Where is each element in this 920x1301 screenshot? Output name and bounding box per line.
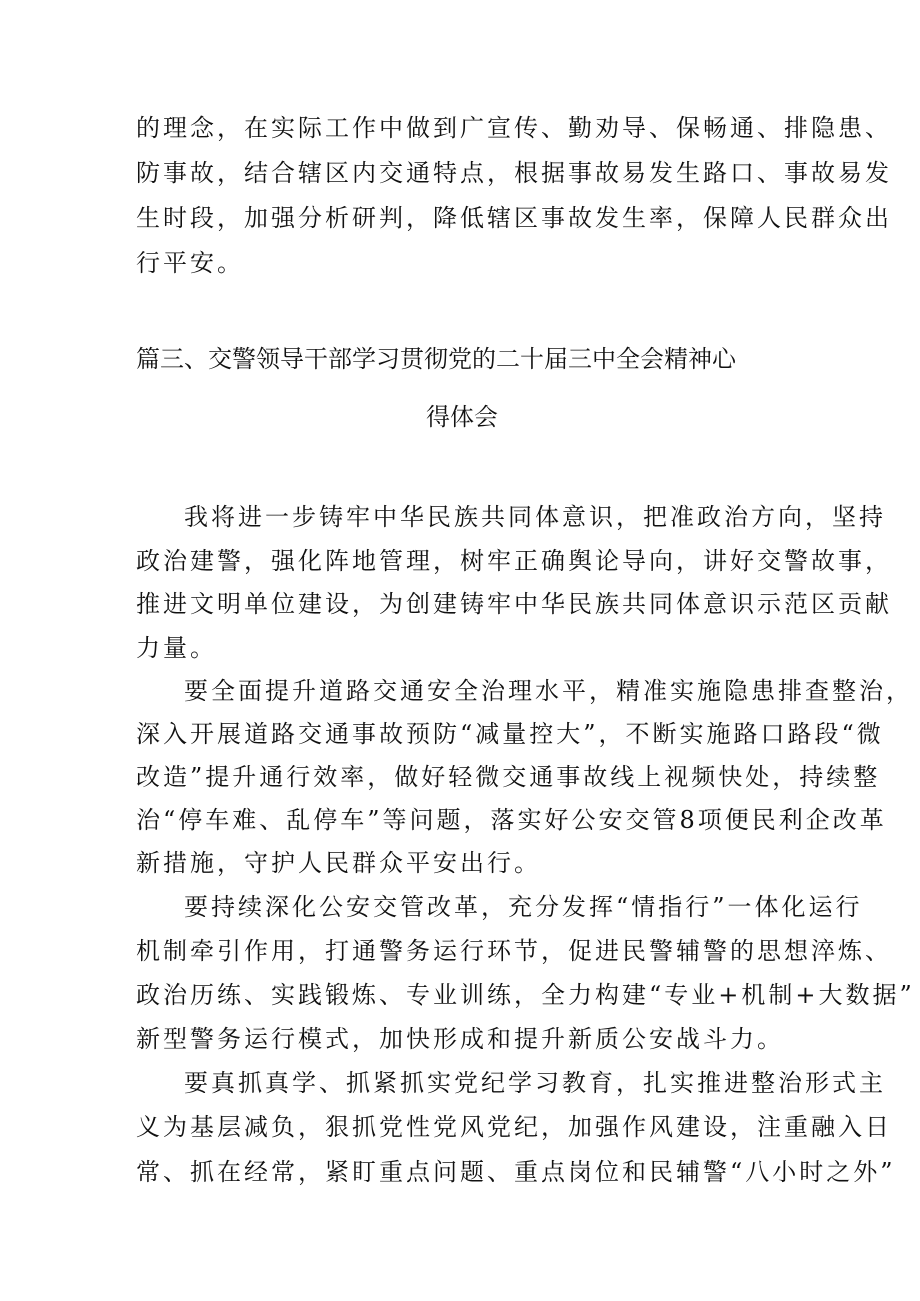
paragraph-1-line-2: 政治建警，强化阵地管理，树牢正确舆论导向，讲好交警故事， — [136, 547, 892, 575]
paragraph-4-line-3: 常、抓在经常，紧盯重点问题、重点岗位和民辅警“八小时之外” — [136, 1158, 896, 1186]
paragraph-2-line-1: 要全面提升道路交通安全治理水平，精准实施隐患排查整治， — [184, 677, 913, 705]
paragraph-4-line-1: 要真抓真学、抓紧抓实党纪学习教育，扎实推进整治形式主 — [184, 1069, 886, 1097]
paragraph-1-line-3: 推进文明单位建设，为创建铸牢中华民族共同体意识示范区贡献 — [136, 590, 892, 618]
paragraph-1-line-1: 我将进一步铸牢中华民族共同体意识，把准政治方向，坚持 — [184, 503, 886, 531]
intro-line-4: 行平安。 — [136, 249, 244, 277]
paragraph-2-line-4: 治“停车难、乱停车”等问题，落实好公安交管8项便民利企改革 — [136, 806, 887, 834]
paragraph-2-line-2: 深入开展道路交通事故预防“减量控大”，不断实施路口路段“微 — [136, 720, 884, 748]
section-title-line-2: 得体会 — [426, 403, 498, 431]
paragraph-1-line-4: 力量。 — [136, 634, 217, 662]
paragraph-2-line-3: 改造”提升通行效率，做好轻微交通事故线上视频快处，持续整 — [136, 763, 881, 791]
paragraph-3-line-2: 机制牵引作用，打通警务运行环节，促进民警辅警的思想淬炼、 — [136, 937, 892, 965]
paragraph-2-line-5: 新措施，守护人民群众平安出行。 — [136, 849, 541, 877]
section-title-line-1: 篇三、交警领导干部学习贯彻党的二十届三中全会精神心 — [136, 345, 736, 373]
intro-line-3: 生时段，加强分析研判，降低辖区事故发生率，保障人民群众出 — [136, 204, 892, 232]
paragraph-3-line-3: 政治历练、实践锻炼、专业训练，全力构建“专业+机制+大数据” — [136, 981, 915, 1009]
paragraph-4-line-2: 义为基层减负，狠抓党性党风党纪，加强作风建设，注重融入日 — [136, 1113, 892, 1141]
paragraph-3-line-4: 新型警务运行模式，加快形成和提升新质公安战斗力。 — [136, 1025, 784, 1053]
intro-line-1: 的理念，在实际工作中做到广宣传、勤劝导、保畅通、排隐患、 — [136, 114, 892, 142]
intro-line-2: 防事故，结合辖区内交通特点，根据事故易发生路口、事故易发 — [136, 159, 892, 187]
paragraph-3-line-1: 要持续深化公安交管改革，充分发挥“情指行”一体化运行 — [184, 893, 863, 921]
